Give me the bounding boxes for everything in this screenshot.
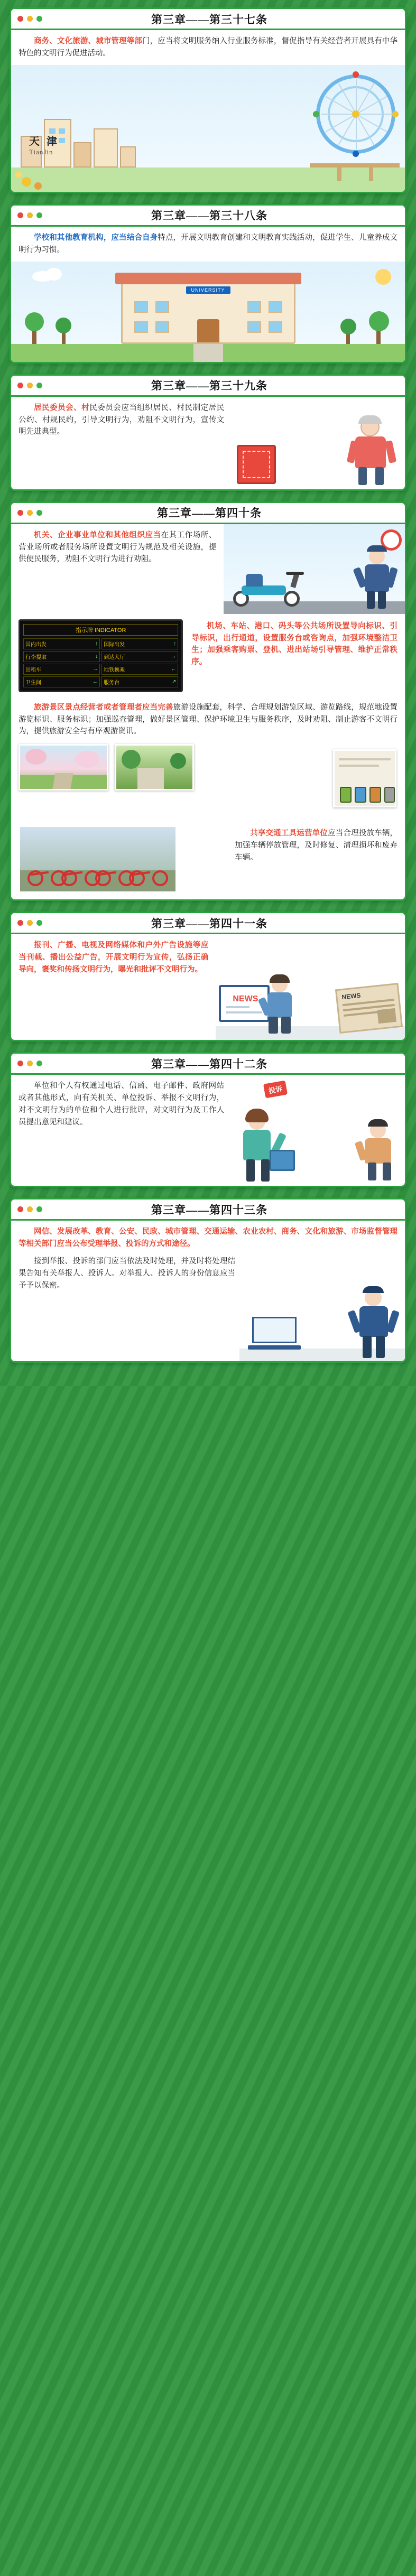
school-building	[121, 282, 295, 344]
dot-red	[17, 16, 23, 22]
titlebar	[11, 1199, 405, 1221]
window-dots	[11, 212, 42, 218]
titlebar	[11, 206, 405, 227]
block-scenic	[11, 698, 405, 821]
ferris-wheel-icon	[316, 75, 395, 154]
card-body	[11, 397, 405, 489]
article-39-text-highlight: 居民委员会、村	[34, 403, 90, 412]
dot-yellow	[27, 212, 33, 218]
illustration-school	[11, 262, 405, 362]
photo-green-path	[115, 744, 194, 791]
indicator-item-arrow: ↗	[171, 678, 177, 685]
dot-red	[17, 1061, 23, 1066]
indicator-item-label: 行李提取	[25, 654, 47, 661]
illustration-scenic-photos	[11, 741, 405, 820]
photo-waste-bins	[333, 749, 396, 807]
card-article-43	[10, 1198, 406, 1363]
laptop-base	[248, 1345, 301, 1350]
article-40-text-b	[188, 614, 405, 698]
card-article-42	[10, 1052, 406, 1187]
titlebar	[11, 9, 405, 30]
article-42-text-body: 单位和个人有权通过电话、信函、电子邮件、政府网站或者其他形式，向有关机关、单位投诉、举报不文明行为，对不文明行为的单位和个人进行批评，对文明行为及工作人员提出意见和建议。	[19, 1082, 225, 1127]
article-40-text-c-highlight: 旅游景区景点经营者或者管理者应当完善	[34, 703, 173, 712]
illustration-media	[216, 934, 405, 1040]
article-40-text-a	[11, 524, 224, 614]
window-dots	[11, 1206, 42, 1212]
city-label: 天 津 TianJin	[29, 135, 59, 156]
laptop-icon	[248, 1317, 301, 1350]
dot-yellow	[27, 510, 33, 516]
indicator-item-label: 到达大厅	[104, 654, 125, 661]
card-title: 第三章——第四十条	[157, 507, 262, 520]
card-body	[11, 30, 405, 192]
article-40-text-a-rest: 在其工作场所、营业场所或者服务场所设置文明行为规范及相关设施，提供便民服务，劝阻不文明行为进行劝阻。	[19, 531, 217, 564]
card-title: 第三章——第四十一条	[151, 917, 267, 930]
article-39-text-rest: 民委员会应当组织居民、村民制定居民公约、村规民约，引导文明行为，劝阻不文明行为，宣传文明先进典型。	[19, 403, 225, 436]
indicator-board	[11, 614, 188, 698]
dot-yellow	[27, 920, 33, 926]
journalist-figure	[261, 977, 298, 1035]
article-42-text	[11, 1075, 232, 1186]
building-5	[120, 146, 136, 168]
laptop-screen	[252, 1317, 297, 1343]
photo-cherry-blossom	[19, 744, 108, 791]
indicator-item-label: 出租车	[25, 667, 41, 673]
dot-red	[17, 1206, 23, 1212]
illustration-officer-laptop	[239, 1256, 405, 1361]
block-report-handling	[11, 1256, 405, 1361]
dot-green	[36, 212, 42, 218]
newspaper-masthead: NEWS	[341, 991, 362, 1001]
article-38-text-rest: 特点，开展文明教育创建和文明教育实践活动，促进学生、儿童养成文明行为习惯。	[19, 233, 398, 254]
card-body	[11, 1075, 405, 1186]
indicator-item	[23, 651, 100, 662]
illustration-complaint	[232, 1075, 405, 1186]
dot-green	[36, 383, 42, 388]
card-body	[11, 934, 405, 1040]
card-body	[11, 1221, 405, 1361]
dot-red	[17, 920, 23, 926]
window-dots	[11, 383, 42, 388]
dot-yellow	[27, 383, 33, 388]
indicator-item-label: 地铁换乘	[104, 667, 125, 673]
indicator-item-arrow: →	[93, 666, 98, 672]
screen-news-label: NEWS	[233, 994, 258, 1004]
indicator-item	[101, 664, 178, 675]
illustration-tianjin	[11, 65, 405, 192]
illustration-shared-bikes	[11, 820, 232, 899]
indicator-item-arrow: ↓	[95, 653, 98, 659]
indicator-item-arrow: ↑	[95, 640, 98, 647]
article-37-text-highlight: 商务、文化旅游、城市管理等部	[34, 37, 142, 45]
article-40-text-d	[232, 820, 405, 869]
card-article-40	[10, 501, 406, 901]
newspaper-icon	[335, 983, 403, 1034]
speech-bubble-complaint: 投诉	[263, 1081, 288, 1099]
officer-figure	[351, 1285, 396, 1359]
illustration-officer-scooter	[224, 524, 405, 614]
article-37-text-rest: 门，应当将文明服务纳入行业服务标准，督促指导有关经营者开展具有中华特色的文明行为促进活动。	[19, 37, 398, 58]
window-dots	[11, 920, 42, 926]
school-banner: UNIVERSITY	[186, 286, 230, 294]
dot-yellow	[27, 1061, 33, 1066]
indicator-title: 指示牌 INDICATOR	[23, 624, 178, 636]
indicator-item-arrow: ←	[93, 678, 98, 685]
article-40-text-c	[11, 698, 405, 741]
article-43-text-2-body: 接到举报、投诉的部门应当依法及时处理，并及时将处理结果告知有关举报人、投诉人。对举报人、投诉人的身份信息应当予予以保密。	[19, 1257, 236, 1290]
card-article-39	[10, 374, 406, 491]
article-40-text-c-rest: 旅游设施配套，科学、合理规划游览区域、游览路线，规范地设置游览标识、服务标识；加强巡查管理，做好景区管理、保护环境卫生与服务秩序，及时劝阻、制止游客不文明行为，提供旅游安全与有序观游资讯。	[19, 703, 398, 736]
dot-yellow	[27, 1206, 33, 1212]
dot-green	[36, 510, 42, 516]
dot-green	[36, 1206, 42, 1212]
indicator-grid	[23, 638, 178, 687]
indicator-item-label: 服务台	[104, 680, 120, 686]
window-dots	[11, 510, 42, 516]
indicator-item-label: 国际出发	[104, 641, 125, 648]
article-43-text-2	[11, 1256, 239, 1361]
article-40-text-a-highlight: 机关、企业事业单位和其他组织应当	[34, 531, 161, 540]
school-door	[197, 319, 219, 342]
dot-green	[36, 1061, 42, 1066]
document-folder-icon	[270, 1150, 295, 1171]
indicator-item	[23, 676, 100, 687]
dot-red	[17, 383, 23, 388]
article-41-text-highlight: 报刊、广播、电视及网络媒体和户外广告设施等应当刊载、播出公益广告，开展文明行为宣传，弘扬正确导向，褒奖和传扬文明行为，曝光和批评不文明行为。	[19, 941, 209, 974]
notice-board	[237, 445, 276, 484]
card-body	[11, 524, 405, 900]
card-body	[11, 227, 405, 362]
building-4	[94, 128, 118, 168]
card-title: 第三章——第三十九条	[151, 379, 267, 393]
card-article-38	[10, 204, 406, 364]
card-title: 第三章——第四十三条	[151, 1203, 267, 1216]
indicator-item	[101, 676, 178, 687]
indicator-item	[101, 651, 178, 662]
indicator-item-arrow: ↑	[173, 640, 177, 647]
card-article-41	[10, 912, 406, 1041]
card-article-37	[10, 7, 406, 193]
article-40-text-d-highlight: 共享交通工具运营单位	[250, 829, 328, 838]
indicator-item	[101, 638, 178, 649]
titlebar	[11, 376, 405, 397]
card-title: 第三章——第三十八条	[151, 209, 267, 222]
titlebar	[11, 1054, 405, 1075]
dot-green	[36, 920, 42, 926]
article-38-text	[11, 227, 405, 262]
building-3	[73, 142, 91, 168]
dot-yellow	[27, 16, 33, 22]
article-37-text	[11, 30, 405, 65]
electric-scooter-icon	[228, 561, 307, 609]
article-40-text-b-highlight: 机场、车站、港口、码头等公共场所设置导向标识、引导标识，出行通道，设置服务台或咨询点，加强环境整洁卫生；加强乘客购票、登机、进出站场引导管理、维护正常秩序。	[191, 621, 397, 667]
titlebar	[11, 503, 405, 524]
titlebar	[11, 913, 405, 934]
card-title: 第三章——第三十七条	[151, 13, 267, 26]
block-workplace	[11, 524, 405, 614]
card-title: 第三章——第四十二条	[151, 1057, 267, 1071]
indicator-item	[23, 664, 100, 675]
article-43-text-1-highlight: 网信、发展改革、教育、公安、民政、城市管理、交通运输、农业农村、商务、文化和旅游、市场监督管理等相关部门应当公布受理举报、投诉的方式和途径。	[19, 1227, 397, 1249]
dot-red	[17, 510, 23, 516]
indicator-item	[23, 638, 100, 649]
block-transport-hubs	[11, 614, 405, 698]
illustration-resident	[232, 397, 405, 489]
article-43-text-1	[11, 1221, 405, 1256]
staff-member-figure	[355, 1119, 403, 1183]
city-label-en: TianJin	[29, 147, 53, 156]
article-38-text-highlight: 学校和其他教育机构，应当结合自身	[34, 233, 158, 242]
indicator-item-label: 国内出发	[25, 641, 47, 648]
dot-green	[36, 16, 42, 22]
police-officer-figure	[357, 546, 395, 610]
indicator-item-label: 卫生间	[25, 680, 41, 686]
window-dots	[11, 16, 42, 22]
dot-red	[17, 212, 23, 218]
indicator-item-arrow: →	[171, 653, 177, 659]
block-shared-bikes	[11, 820, 405, 899]
school-roof	[115, 273, 301, 284]
indicator-item-arrow: ←	[171, 666, 177, 672]
article-41-text	[11, 934, 216, 1040]
photo-shared-bikes	[19, 825, 177, 893]
article-39-text	[11, 397, 232, 489]
article-40-text-d-rest: 应当合理投放车辆，加强车辆停放管理，及时修复、清理损坏和废弃车辆。	[235, 829, 397, 862]
window-dots	[11, 1061, 42, 1066]
granny-figure	[347, 417, 395, 486]
